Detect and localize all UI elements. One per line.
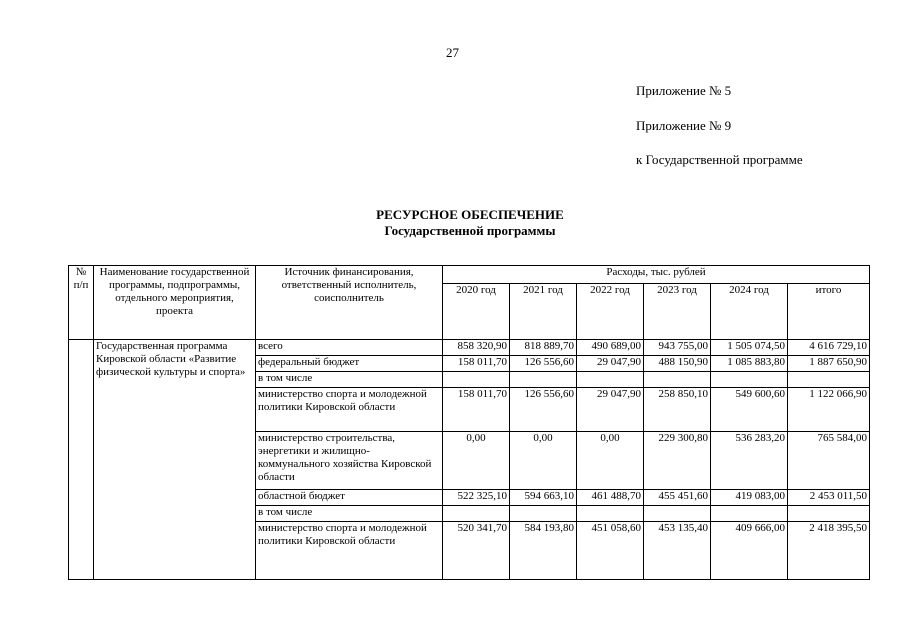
value-cell: 158 011,70: [443, 356, 510, 372]
value-cell: 419 083,00: [711, 490, 788, 506]
value-cell: 258 850,10: [644, 388, 711, 432]
value-cell: 1 887 650,90: [788, 356, 870, 372]
value-cell: 409 666,00: [711, 522, 788, 580]
source-cell: областной бюджет: [256, 490, 443, 506]
value-cell: [577, 372, 644, 388]
source-cell: в том числе: [256, 506, 443, 522]
value-cell: 29 047,90: [577, 356, 644, 372]
header-num: № п/п: [69, 266, 94, 340]
header-year: 2020 год: [443, 284, 510, 340]
title-line-2: Государственной программы: [384, 223, 556, 238]
title-line-1: РЕСУРСНОЕ ОБЕСПЕЧЕНИЕ: [376, 207, 564, 222]
header-expenses: Расходы, тыс. рублей: [443, 266, 870, 284]
value-cell: [711, 506, 788, 522]
value-cell: 229 300,80: [644, 432, 711, 490]
source-cell: министерство спорта и молодежной политики Кировской области: [256, 522, 443, 580]
source-cell: в том числе: [256, 372, 443, 388]
value-cell: 0,00: [443, 432, 510, 490]
value-cell: 158 011,70: [443, 388, 510, 432]
value-cell: 594 663,10: [510, 490, 577, 506]
header-total: итого: [788, 284, 870, 340]
value-cell: 451 058,60: [577, 522, 644, 580]
value-cell: 536 283,20: [711, 432, 788, 490]
value-cell: 0,00: [510, 432, 577, 490]
page-number: 27: [446, 45, 459, 60]
header-year: 2021 год: [510, 284, 577, 340]
value-cell: 2 418 395,50: [788, 522, 870, 580]
value-cell: [577, 506, 644, 522]
value-cell: 522 325,10: [443, 490, 510, 506]
value-cell: 490 689,00: [577, 340, 644, 356]
value-cell: 858 320,90: [443, 340, 510, 356]
appendix-line-3: к Государственной программе: [636, 152, 803, 167]
source-cell: министерство строительства, энергетики и жилищно-коммунального хозяйства Кировской области: [256, 432, 443, 490]
header-row-1: [69, 266, 870, 284]
value-cell: 520 341,70: [443, 522, 510, 580]
value-cell: 818 889,70: [510, 340, 577, 356]
value-cell: [443, 372, 510, 388]
value-cell: 1 085 883,80: [711, 356, 788, 372]
value-cell: [644, 506, 711, 522]
value-cell: [788, 506, 870, 522]
value-cell: [443, 506, 510, 522]
value-cell: 455 451,60: [644, 490, 711, 506]
value-cell: [644, 372, 711, 388]
header-name: Наименование государственной программы, подпрограммы, отдельного мероприятия, проекта: [94, 266, 256, 340]
value-cell: 1 122 066,90: [788, 388, 870, 432]
value-cell: [711, 372, 788, 388]
source-cell: всего: [256, 340, 443, 356]
source-cell: министерство спорта и молодежной политики Кировской области: [256, 388, 443, 432]
value-cell: 0,00: [577, 432, 644, 490]
document-title: [0, 207, 905, 239]
header-year: 2022 год: [577, 284, 644, 340]
header-year: 2024 год: [711, 284, 788, 340]
value-cell: 765 584,00: [788, 432, 870, 490]
appendix-line-2: Приложение № 9: [636, 118, 732, 133]
value-cell: 126 556,60: [510, 388, 577, 432]
value-cell: 584 193,80: [510, 522, 577, 580]
program-name: Государственная программа Кировской области «Развитие физической культуры и спорта»: [94, 340, 256, 580]
header-source: Источник финансирования, ответственный исполнитель, соисполнитель: [256, 266, 443, 340]
value-cell: 453 135,40: [644, 522, 711, 580]
source-cell: федеральный бюджет: [256, 356, 443, 372]
header-year: 2023 год: [644, 284, 711, 340]
value-cell: 1 505 074,50: [711, 340, 788, 356]
value-cell: 4 616 729,10: [788, 340, 870, 356]
value-cell: [510, 372, 577, 388]
resource-table: [68, 265, 870, 580]
value-cell: 2 453 011,50: [788, 490, 870, 506]
value-cell: 29 047,90: [577, 388, 644, 432]
row-num-cell: [69, 340, 94, 580]
value-cell: 461 488,70: [577, 490, 644, 506]
value-cell: [788, 372, 870, 388]
value-cell: 126 556,60: [510, 356, 577, 372]
value-cell: [510, 506, 577, 522]
value-cell: 549 600,60: [711, 388, 788, 432]
value-cell: 943 755,00: [644, 340, 711, 356]
value-cell: 488 150,90: [644, 356, 711, 372]
table-row: [69, 340, 870, 356]
appendix-line-1: Приложение № 5: [636, 83, 732, 98]
